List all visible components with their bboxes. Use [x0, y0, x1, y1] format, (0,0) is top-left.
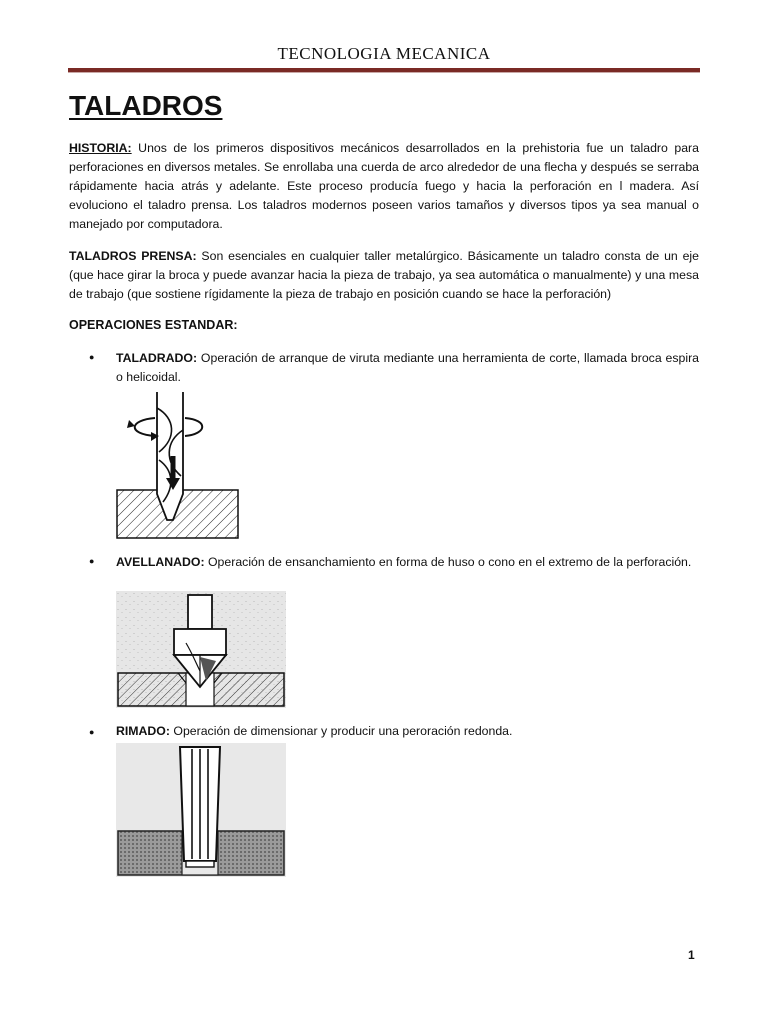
prensa-label: TALADROS PRENSA: — [69, 249, 197, 263]
historia-label: HISTORIA: — [69, 141, 132, 155]
list-item-avellanado — [116, 553, 699, 572]
list-item-rimado — [116, 722, 699, 741]
item-label: AVELLANADO: — [116, 555, 205, 569]
historia-text: Unos de los primeros dispositivos mecánicos desarrollados en la prehistoria fue un taladro para perforaciones en diversos metales. Se enrollaba una cuerda de arco alrededor de una flecha y después se serraba rápidamente hacia atrás y adelante. Este proceso producía fuego y hacia la perforación en l madera. Así evoluciono el taladro prensa. Los taladros modernos poseen varios tamaños y diversos tipos ya sea manual o manejado por computadora. — [69, 141, 699, 231]
bullet-icon: ● — [89, 727, 95, 737]
bullet-icon: ● — [89, 352, 95, 362]
page-title: TALADROS — [69, 90, 223, 121]
item-text: Operación de arranque de viruta mediante una herramienta de corte, llamada broca espira o helicoidal. — [116, 351, 699, 384]
header-rule — [68, 68, 700, 73]
prensa-text: Son esenciales en cualquier taller metalúrgico. Básicamente un taladro consta de un eje (que hace girar la broca y puede avanzar hacia la pieza de trabajo, ya sea automática o manualmente) y una mesa de trabajo (que sostiene rígidamente la pieza de trabajo en posición cuando se hace la perforación) — [69, 249, 699, 301]
item-label: RIMADO: — [116, 724, 170, 738]
operaciones-heading: OPERACIONES ESTANDAR: — [69, 318, 238, 332]
running-header: TECNOLOGIA MECANICA — [277, 44, 491, 63]
historia-paragraph — [69, 139, 699, 234]
item-text: Operación de ensanchamiento en forma de huso o cono en el extremo de la perforación. — [204, 555, 692, 569]
item-text: Operación de dimensionar y producir una peroración redonda. — [169, 724, 513, 738]
taladrado-drill-diagram — [115, 390, 240, 540]
list-item-taladrado — [116, 349, 699, 387]
avellanado-countersink-diagram — [116, 591, 286, 708]
page-number: 1 — [688, 948, 695, 962]
item-label: TALADRADO: — [116, 351, 198, 365]
rimado-reamer-diagram — [116, 743, 286, 877]
bullet-icon: ● — [89, 556, 95, 566]
prensa-paragraph — [69, 247, 699, 304]
